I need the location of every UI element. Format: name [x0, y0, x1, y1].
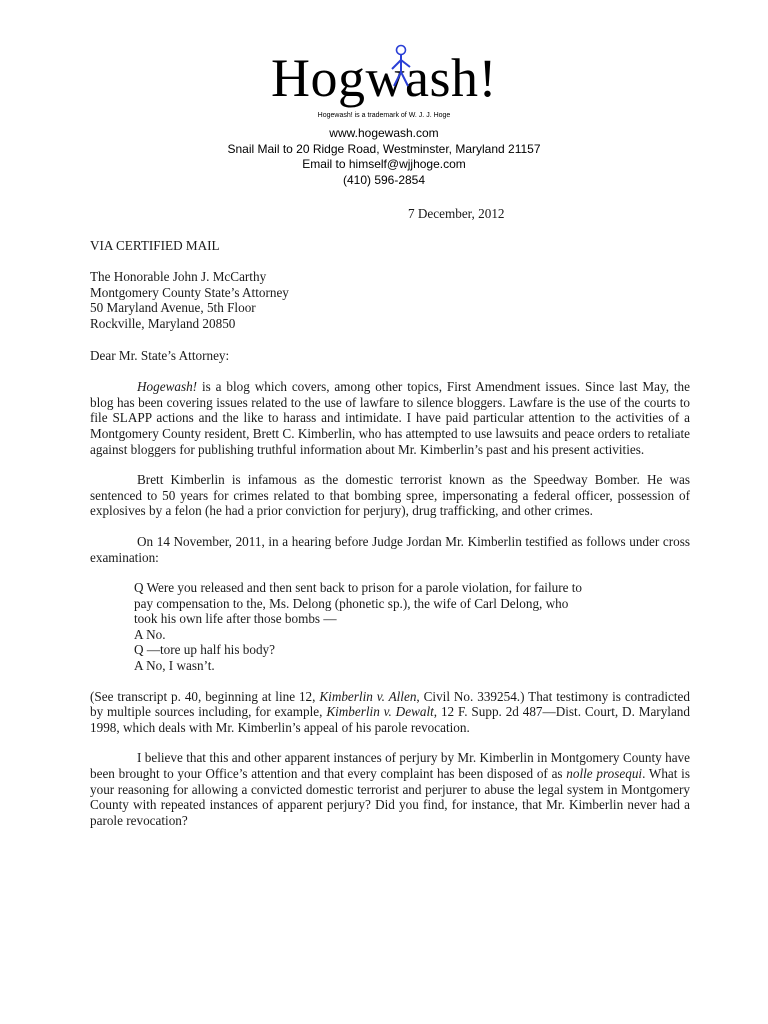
case-citation: Kimberlin v. Dewalt: [326, 704, 434, 720]
letter-date: 7 December, 2012: [408, 206, 505, 221]
quote-line: took his own life after those bombs —: [134, 611, 337, 627]
case-citation: Kimberlin v. Allen: [319, 688, 417, 704]
paragraph-4: (See transcript p. 40, beginning at line 12, Kimberlin v. Allen, Civil No. 339254.) That testimony is contradicted by multiple sources including, for example, Kimberlin v. Dewalt, 12 F. Supp. 2d 487—Dist. Court, D. Maryland 1998, which deals with Mr. Kimberlin’s appeal of his parole revocation.: [90, 688, 690, 735]
logo-wordmark: Hogwash!: [271, 48, 497, 108]
testimony-quote: [134, 580, 690, 674]
delivery-method: VIA CERTIFIED MAIL: [90, 237, 220, 253]
recipient-line: Montgomery County State’s Attorney: [90, 284, 289, 300]
blog-name: Hogewash!: [137, 379, 198, 395]
recipient-address: [90, 269, 690, 331]
recipient-line: 50 Maryland Avenue, 5th Floor: [90, 300, 256, 316]
salutation: Dear Mr. State’s Attorney:: [90, 347, 230, 363]
trademark-notice: Hogewash! is a trademark of W. J. J. Hoge: [317, 112, 451, 119]
letter-body: [90, 206, 690, 828]
quote-line: A No.: [134, 626, 166, 642]
quote-line: A No, I wasn’t.: [134, 658, 215, 674]
letterhead: [0, 46, 768, 188]
paragraph-2: Brett Kimberlin is infamous as the domestic terrorist known as the Speedway Bomber. He was sentenced to 50 years for crimes related to that bombing spree, impersonating a federal officer, possession of explosives by a felon (he had a prior conviction for perjury), drug trafficking, and other crimes.: [90, 472, 690, 519]
recipient-line: The Honorable John J. McCarthy: [90, 269, 267, 285]
quote-line: Q —tore up half his body?: [134, 642, 276, 658]
quote-line: Q Were you released and then sent back to prison for a parole violation, for failure to: [134, 580, 583, 596]
quote-line: pay compensation to the, Ms. Delong (phonetic sp.), the wife of Carl Delong, who: [134, 595, 569, 611]
paragraph-5: I believe that this and other apparent instances of perjury by Mr. Kimberlin in Montgomery County have been brought to your Office’s attention and that every complaint has been disposed of as nolle prosequi. What is your reasoning for allowing a convicted domestic terrorist and perjurer to abuse the legal system in Montgomery County with repeated instances of apparent perjury? Did you find, for instance, that Mr. Kimberlin never had a parole revocation?: [90, 750, 690, 828]
mail-address: Snail Mail to 20 Ridge Road, Westminster, Maryland 21157: [227, 141, 541, 156]
contact-block: [0, 126, 768, 188]
hogewash-logo: [271, 46, 497, 110]
paragraph-1: Hogewash! is a blog which covers, among other topics, First Amendment issues. Since last May, the blog has been covering issues related to the use of lawfare to silence bloggers. Lawfare is the use of the courts to file SLAPP actions and the like to harass and intimidate. I have paid particular attention to the activities of a Montgomery County resident, Brett C. Kimberlin, who has attempted to use lawsuits and peace orders to retaliate against bloggers for publishing truthful information about Mr. Kimberlin’s past and his present activities.: [90, 379, 690, 457]
email-text: Email to himself@wjjhoge.com: [302, 157, 466, 171]
stick-figure-icon: [381, 42, 421, 106]
website-text: www.hogewash.com: [329, 126, 439, 140]
phone-number: (410) 596-2854: [342, 172, 426, 187]
legal-term: nolle prosequi: [566, 766, 643, 782]
paragraph-3: On 14 November, 2011, in a hearing before Judge Jordan Mr. Kimberlin testified as follows under cross examination:: [90, 533, 690, 565]
recipient-line: Rockville, Maryland 20850: [90, 315, 236, 331]
